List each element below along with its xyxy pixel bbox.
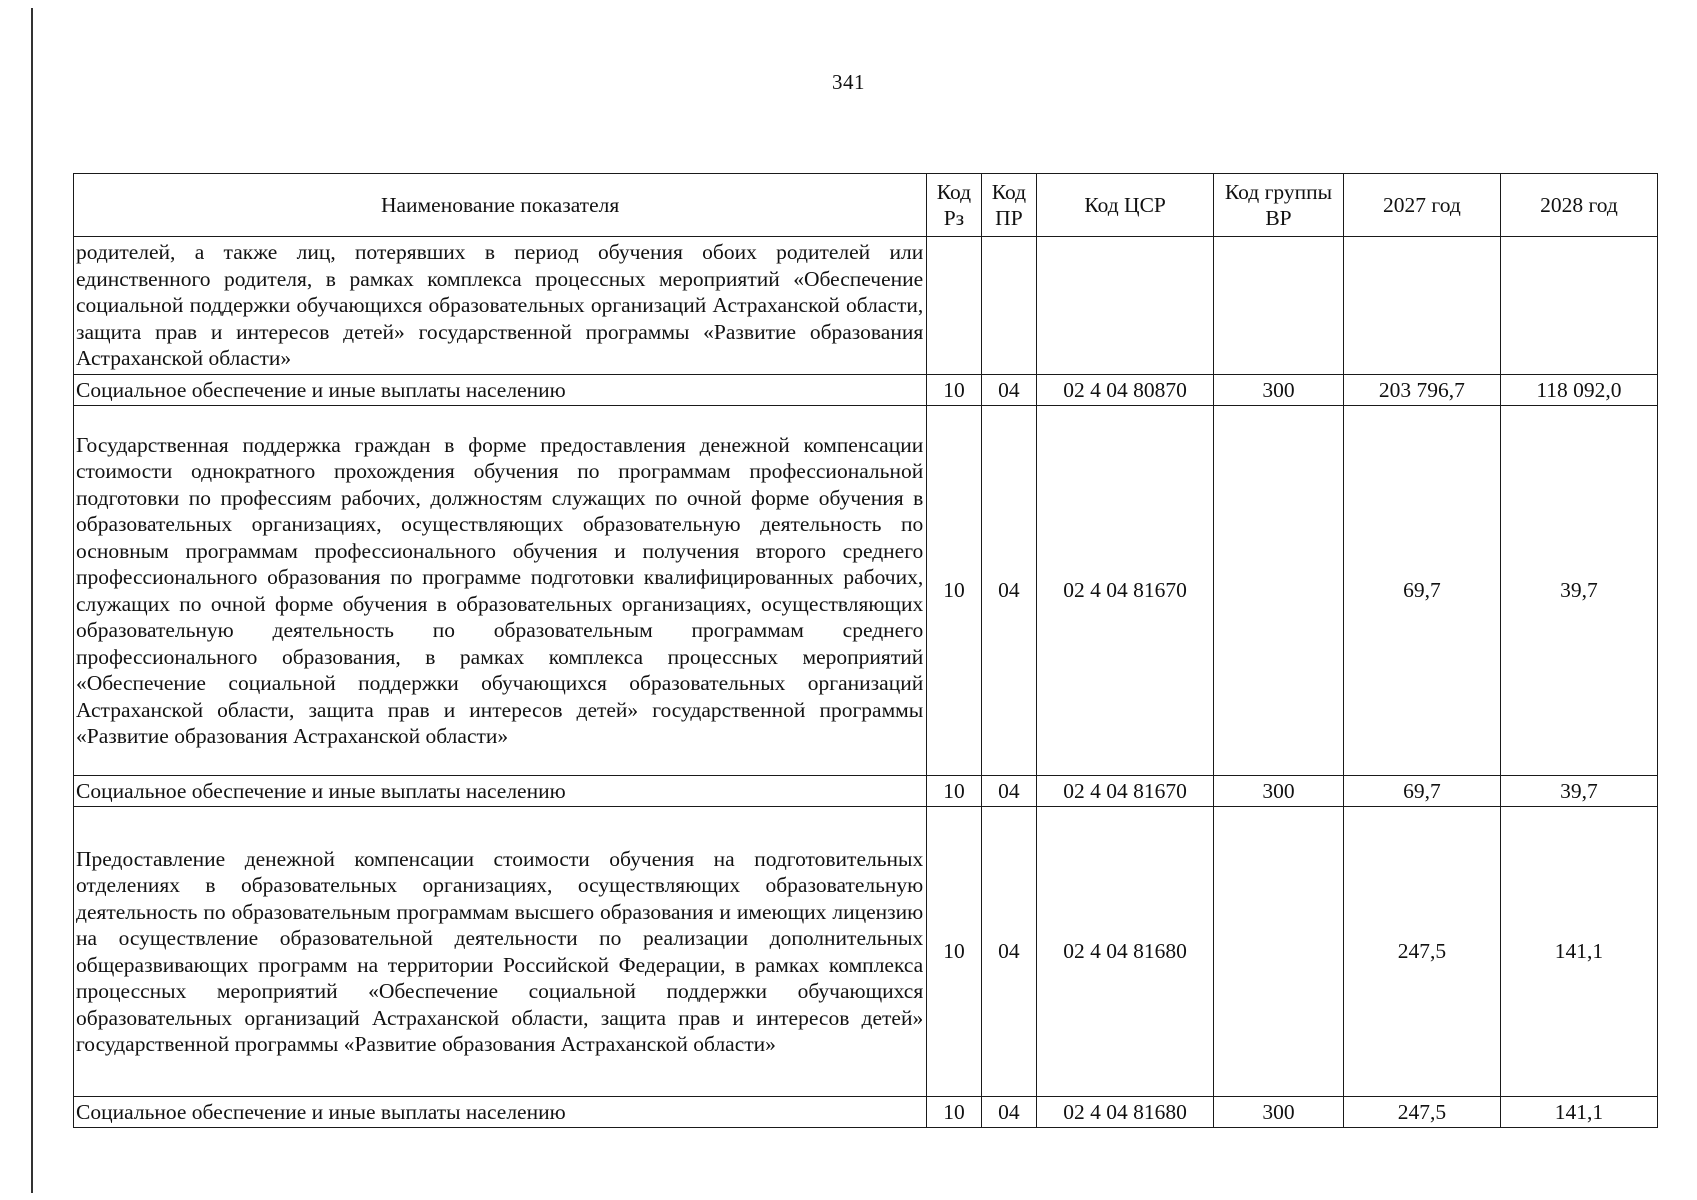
table-row [74,375,1658,406]
amount-2027-cell: 247,5 [1343,807,1500,1097]
code-rz-cell: 10 [927,375,981,406]
code-rz-cell: 10 [927,406,981,776]
code-vr-cell: 300 [1214,776,1344,807]
code-pr-cell: 04 [981,807,1036,1097]
amount-2028-cell: 39,7 [1500,776,1657,807]
amount-2028-cell: 118 092,0 [1500,375,1657,406]
code-vr-cell [1214,807,1344,1097]
code-vr-cell: 300 [1214,1097,1344,1128]
code-csr-cell: 02 4 04 81670 [1037,776,1214,807]
table-row [74,1097,1658,1128]
table-row [74,406,1658,776]
code-rz-cell [927,237,981,375]
header-code-rz: Код Рз [927,174,981,237]
code-csr-cell: 02 4 04 80870 [1037,375,1214,406]
header-code-vr: Код группы ВР [1214,174,1344,237]
code-pr-cell: 04 [981,776,1036,807]
amount-2028-cell [1500,237,1657,375]
amount-2028-cell: 141,1 [1500,1097,1657,1128]
code-csr-cell: 02 4 04 81670 [1037,406,1214,776]
code-vr-cell [1214,406,1344,776]
header-year-2028: 2028 год [1500,174,1657,237]
amount-2027-cell: 69,7 [1343,776,1500,807]
table-row [74,807,1658,1097]
code-rz-cell: 10 [927,807,981,1097]
page-number: 341 [832,70,865,94]
amount-2027-cell: 69,7 [1343,406,1500,776]
table-header-row [74,174,1658,237]
code-csr-cell: 02 4 04 81680 [1037,807,1214,1097]
indicator-name-cell: Государственная поддержка граждан в форме предоставления денежной компенсации стоимости однократного прохождения обучения по программам профессиональной подготовки по профессиям рабочих, должностям служащих по очной форме обучения в образовательных организациях, осуществляющих образовательную деятельность по основным программам профессионального обучения и получения второго среднего профессионального образования по программе подготовки квалифицированных рабочих, служащих по очной форме обучения в образовательных организациях, осуществляющих образовательную деятельность по образовательным программам среднего профессионального образования, в рамках комплекса процессных мероприятий «Обеспечение социальной поддержки обучающихся образовательных организаций Астраханской области, защита прав и интересов детей» государственной программы «Развитие образования Астраханской области» [74,406,927,776]
code-vr-cell [1214,237,1344,375]
code-rz-cell: 10 [927,776,981,807]
header-code-pr: Код ПР [981,174,1036,237]
code-csr-cell: 02 4 04 81680 [1037,1097,1214,1128]
indicator-name-cell: Предоставление денежной компенсации стоимости обучения на подготовительных отделениях в образовательных организациях, осуществляющих образовательную деятельность по образовательным программам высшего образования и имеющих лицензию на осуществление образовательной деятельности по реализации дополнительных общеразвивающих программ на территории Российской Федерации, в рамках комплекса процессных мероприятий «Обеспечение социальной поддержки обучающихся образовательных организаций Астраханской области, защита прав и интересов детей» государственной программы «Развитие образования Астраханской области» [74,807,927,1097]
amount-2028-cell: 141,1 [1500,807,1657,1097]
binding-margin-line [31,8,33,1193]
header-year-2027: 2027 год [1343,174,1500,237]
indicator-name-cell: Социальное обеспечение и иные выплаты населению [74,375,927,406]
code-pr-cell: 04 [981,375,1036,406]
indicator-name-cell: родителей, а также лиц, потерявших в период обучения обоих родителей или единственного родителя, в рамках комплекса процессных мероприятий «Обеспечение социальной поддержки обучающихся образовательных организаций Астраханской области, защита прав и интересов детей» государственной программы «Развитие образования Астраханской области» [74,237,927,375]
amount-2027-cell: 247,5 [1343,1097,1500,1128]
table-row [74,776,1658,807]
budget-table [73,173,1658,1128]
amount-2028-cell: 39,7 [1500,406,1657,776]
code-pr-cell: 04 [981,1097,1036,1128]
code-rz-cell: 10 [927,1097,981,1128]
code-csr-cell [1037,237,1214,375]
table-row [74,237,1658,375]
indicator-name-cell: Социальное обеспечение и иные выплаты населению [74,1097,927,1128]
code-vr-cell: 300 [1214,375,1344,406]
header-code-csr: Код ЦСР [1037,174,1214,237]
code-pr-cell: 04 [981,406,1036,776]
indicator-name-cell: Социальное обеспечение и иные выплаты населению [74,776,927,807]
amount-2027-cell: 203 796,7 [1343,375,1500,406]
amount-2027-cell [1343,237,1500,375]
header-indicator-name: Наименование показателя [74,174,927,237]
code-pr-cell [981,237,1036,375]
